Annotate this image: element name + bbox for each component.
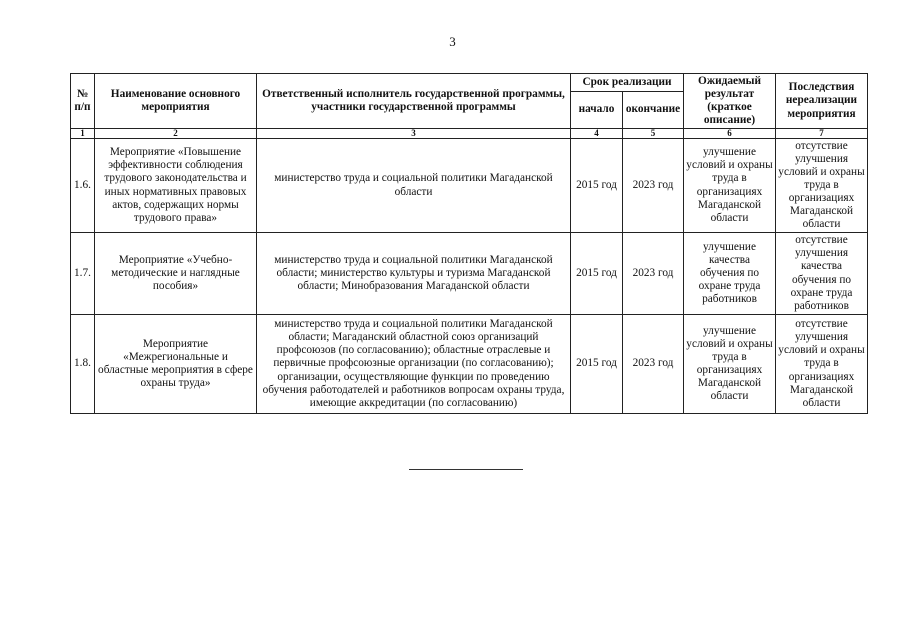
- row-activity-name: Мероприятие «Учебно-методические и наглядные пособия»: [95, 233, 257, 315]
- end-divider-line: [409, 469, 523, 470]
- page-number: 3: [449, 34, 456, 49]
- column-index: 4: [571, 129, 623, 139]
- row-executor: министерство труда и социальной политики Магаданской области: [257, 139, 571, 233]
- row-executor: министерство труда и социальной политики Магаданской области; министерство культуры и туризма Магаданской области; Минобразования Магаданской области: [257, 233, 571, 315]
- row-start: 2015 год: [571, 233, 623, 315]
- row-num: 1.8.: [71, 315, 95, 414]
- header-expected-result: Ожидаемый результат (краткое описание): [684, 74, 776, 129]
- row-consequence: отсутствие улучшения качества обучения по охране труда работников: [776, 233, 868, 315]
- row-expected-result: улучшение условий и охраны труда в организациях Магаданской области: [684, 139, 776, 233]
- row-executor: министерство труда и социальной политики Магаданской области; Магаданский областной союз организаций профсоюзов (по согласованию); областные отраслевые и первичные профсоюзные организации (по согласованию); организации, осуществляющие функции по проведению обучения работодателей и работников вопросам охраны труда, имеющие аккредитации (по согласованию): [257, 315, 571, 414]
- row-activity-name: Мероприятие «Повышение эффективности соблюдения трудового законодательства и иных нормативных правовых актов, содержащих нормы трудового права»: [95, 139, 257, 233]
- row-consequence: отсутствие улучшения условий и охраны труда в организациях Магаданской области: [776, 139, 868, 233]
- column-index: 1: [71, 129, 95, 139]
- row-end: 2023 год: [623, 139, 684, 233]
- row-start: 2015 год: [571, 139, 623, 233]
- table-row: [71, 233, 868, 315]
- header-executor: Ответственный исполнитель государственной программы, участники государственной программы: [257, 74, 571, 129]
- header-num: № п/п: [71, 74, 95, 129]
- column-index: 7: [776, 129, 868, 139]
- row-end: 2023 год: [623, 233, 684, 315]
- column-index: 3: [257, 129, 571, 139]
- row-start: 2015 год: [571, 315, 623, 414]
- table-row: [71, 139, 868, 233]
- column-index: 2: [95, 129, 257, 139]
- header-activity-name: Наименование основного мероприятия: [95, 74, 257, 129]
- header-consequence: Последствия нереализации мероприятия: [776, 74, 868, 129]
- column-index: 5: [623, 129, 684, 139]
- row-num: 1.6.: [71, 139, 95, 233]
- row-num: 1.7.: [71, 233, 95, 315]
- column-index-row: [71, 129, 868, 139]
- table-row: [71, 315, 868, 414]
- row-end: 2023 год: [623, 315, 684, 414]
- row-expected-result: улучшение качества обучения по охране труда работников: [684, 233, 776, 315]
- header-row-top: [71, 74, 868, 92]
- header-term: Срок реализации: [571, 74, 684, 92]
- row-expected-result: улучшение условий и охраны труда в организациях Магаданской области: [684, 315, 776, 414]
- column-index: 6: [684, 129, 776, 139]
- program-activities-table: [70, 73, 868, 414]
- row-consequence: отсутствие улучшения условий и охраны труда в организациях Магаданской области: [776, 315, 868, 414]
- row-activity-name: Мероприятие «Межрегиональные и областные мероприятия в сфере охраны труда»: [95, 315, 257, 414]
- header-start: начало: [571, 92, 623, 129]
- header-end: окончание: [623, 92, 684, 129]
